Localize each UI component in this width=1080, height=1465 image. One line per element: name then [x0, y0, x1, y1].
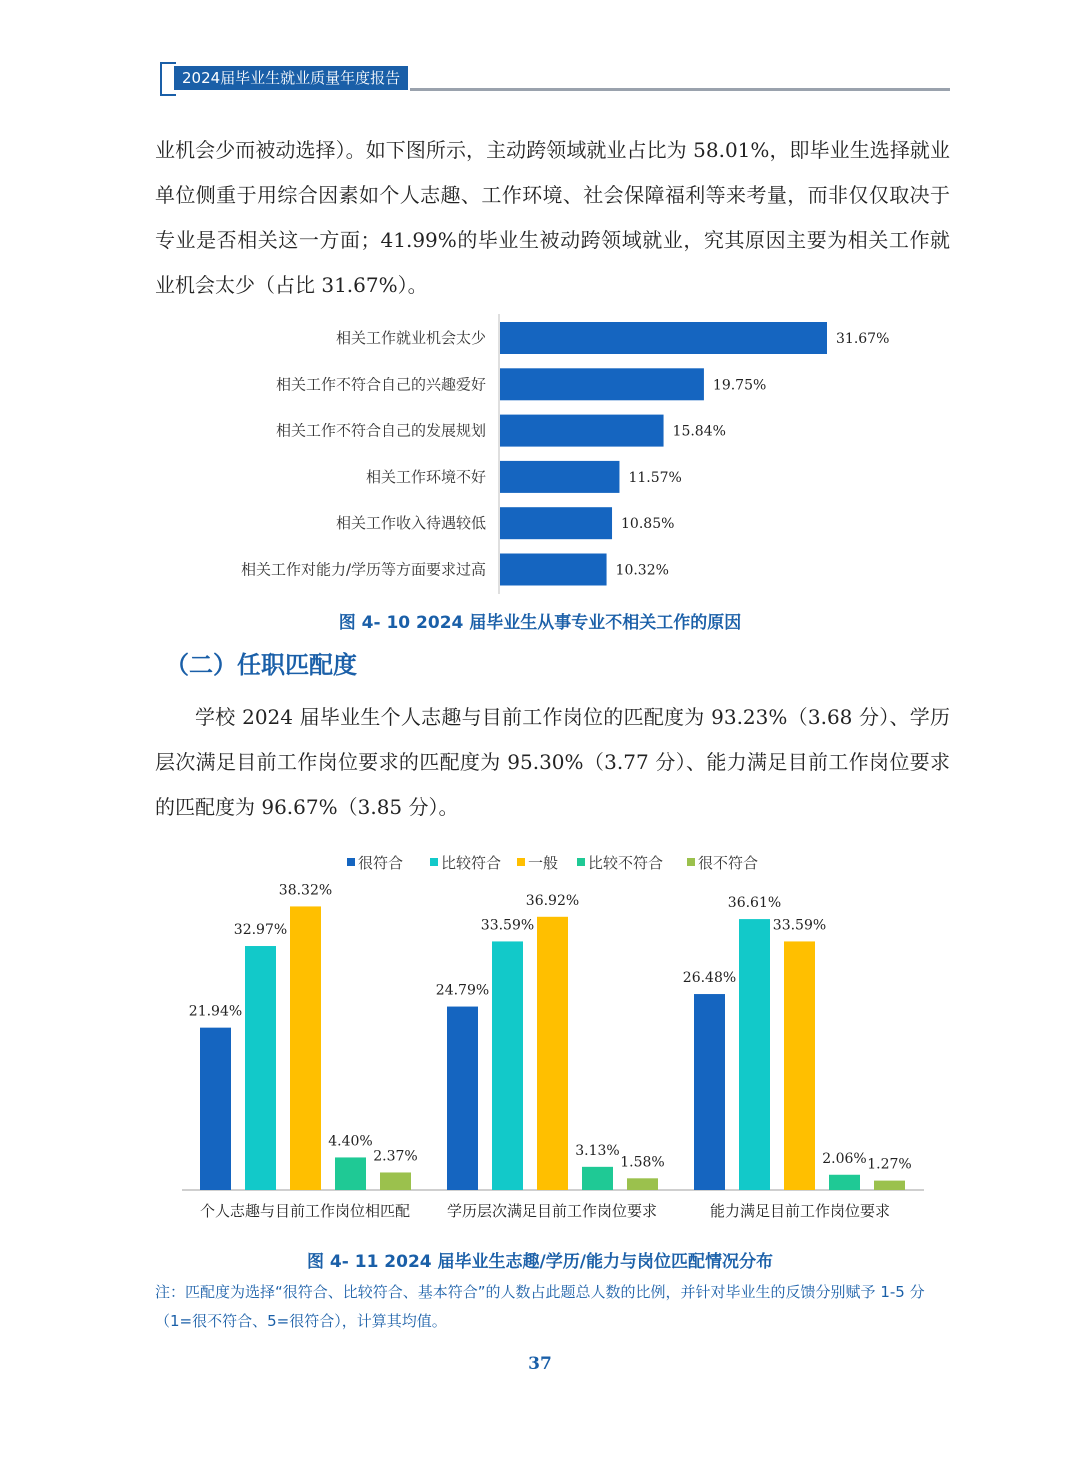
column-bar: [380, 1172, 411, 1190]
category-label: 学历层次满足目前工作岗位要求: [446, 1202, 658, 1220]
bar: [500, 554, 607, 586]
column-value-label: 26.48%: [682, 970, 737, 987]
bar: [500, 461, 619, 493]
column-value-label: 2.06%: [822, 1150, 867, 1167]
bar: [500, 507, 612, 539]
category-label: 相关工作不符合自己的发展规划: [275, 421, 486, 440]
column-value-label: 36.61%: [727, 895, 782, 912]
legend-swatch: [577, 858, 585, 866]
category-label: 相关工作对能力/学历等方面要求过高: [240, 560, 486, 579]
column-bar: [492, 941, 523, 1190]
legend-label: 很不符合: [698, 854, 759, 872]
legend-label: 比较不符合: [588, 854, 664, 872]
column-value-label: 33.59%: [480, 917, 535, 934]
bar: [500, 322, 827, 354]
category-label: 相关工作环境不好: [365, 467, 486, 486]
value-label: 15.84%: [672, 423, 726, 440]
bar: [500, 415, 664, 447]
category-label: 个人志趣与目前工作岗位相匹配: [199, 1202, 411, 1220]
value-label: 31.67%: [836, 331, 890, 347]
column-bar: [694, 994, 725, 1190]
legend-label: 很符合: [358, 854, 404, 872]
column-value-label: 2.37%: [373, 1148, 418, 1165]
paragraph-2: 学校 2024 届毕业生个人志趣与目前工作岗位的匹配度为 93.23%（3.68 分）、学历层次满足目前工作岗位要求的匹配度为 95.30%（3.77 分）、能力满足目前工作岗位要求的匹配度为 96.67%（3.85 分）。: [155, 705, 950, 819]
column-bar: [335, 1157, 366, 1190]
column-value-label: 21.94%: [188, 1003, 243, 1020]
figure-caption-4-10: 图 4- 10 2024 届毕业生从事专业不相关工作的原因: [338, 613, 742, 633]
legend-label: 一般: [528, 854, 559, 872]
category-label: 相关工作就业机会太少: [335, 329, 486, 347]
column-value-label: 1.27%: [867, 1156, 912, 1173]
header-rule: [410, 88, 950, 91]
header-title: 2024届毕业生就业质量年度报告: [174, 66, 408, 90]
column-bar: [784, 941, 815, 1190]
column-value-label: 24.79%: [435, 982, 490, 999]
paragraph-1: 业机会少而被动选择）。如下图所示，主动跨领域就业占比为 58.01%，即毕业生选择就业单位侧重于用综合因素如个人志趣、工作环境、社会保障福利等来考量，而非仅仅取决于专业是否相关这一方面；41.99%的毕业生被动跨领域就业，究其原因主要为相关工作就业机会太少（占比 31.67%）。: [155, 138, 950, 297]
figure-caption-4-11: 图 4- 11 2024 届毕业生志趣/学历/能力与岗位匹配情况分布: [307, 1252, 773, 1272]
legend-swatch: [430, 858, 438, 866]
page-number: 37: [528, 1354, 552, 1374]
legend-swatch: [347, 858, 355, 866]
value-label: 11.57%: [628, 469, 682, 486]
column-bar: [537, 917, 568, 1190]
column-bar: [447, 1007, 478, 1190]
column-value-label: 1.58%: [620, 1154, 665, 1171]
category-label: 相关工作不符合自己的兴趣爱好: [275, 375, 486, 394]
value-label: 10.32%: [615, 562, 669, 579]
page-header: [160, 62, 950, 102]
category-label: 相关工作收入待遇较低: [335, 514, 486, 533]
column-bar: [200, 1028, 231, 1190]
reason-bar-chart: [150, 312, 930, 602]
legend-swatch: [687, 858, 695, 866]
legend-label: 比较符合: [441, 854, 502, 872]
value-label: 10.85%: [621, 516, 675, 533]
section-title: （二）任职匹配度: [165, 651, 357, 679]
bar: [500, 368, 704, 400]
legend-swatch: [517, 858, 525, 866]
column-bar: [874, 1181, 905, 1190]
column-bar: [245, 946, 276, 1190]
column-bar: [829, 1175, 860, 1190]
column-bar: [739, 919, 770, 1190]
category-label: 能力满足目前工作岗位要求: [709, 1202, 891, 1220]
column-bar: [627, 1178, 658, 1190]
column-value-label: 4.40%: [328, 1133, 373, 1150]
column-value-label: 32.97%: [233, 922, 288, 939]
column-value-label: 38.32%: [278, 882, 333, 899]
column-value-label: 33.59%: [772, 917, 827, 934]
match-column-chart: [150, 845, 930, 1230]
column-bar: [290, 906, 321, 1190]
column-bar: [582, 1167, 613, 1190]
column-value-label: 3.13%: [575, 1142, 620, 1159]
figure-note: 注：匹配度为选择“很符合、比较符合、基本符合”的人数占此题总人数的比例，并针对毕业生的反馈分别赋予 1-5 分（1=很不符合、5=很符合），计算其均值。: [155, 1283, 925, 1330]
value-label: 19.75%: [712, 377, 767, 394]
column-value-label: 36.92%: [525, 892, 580, 909]
